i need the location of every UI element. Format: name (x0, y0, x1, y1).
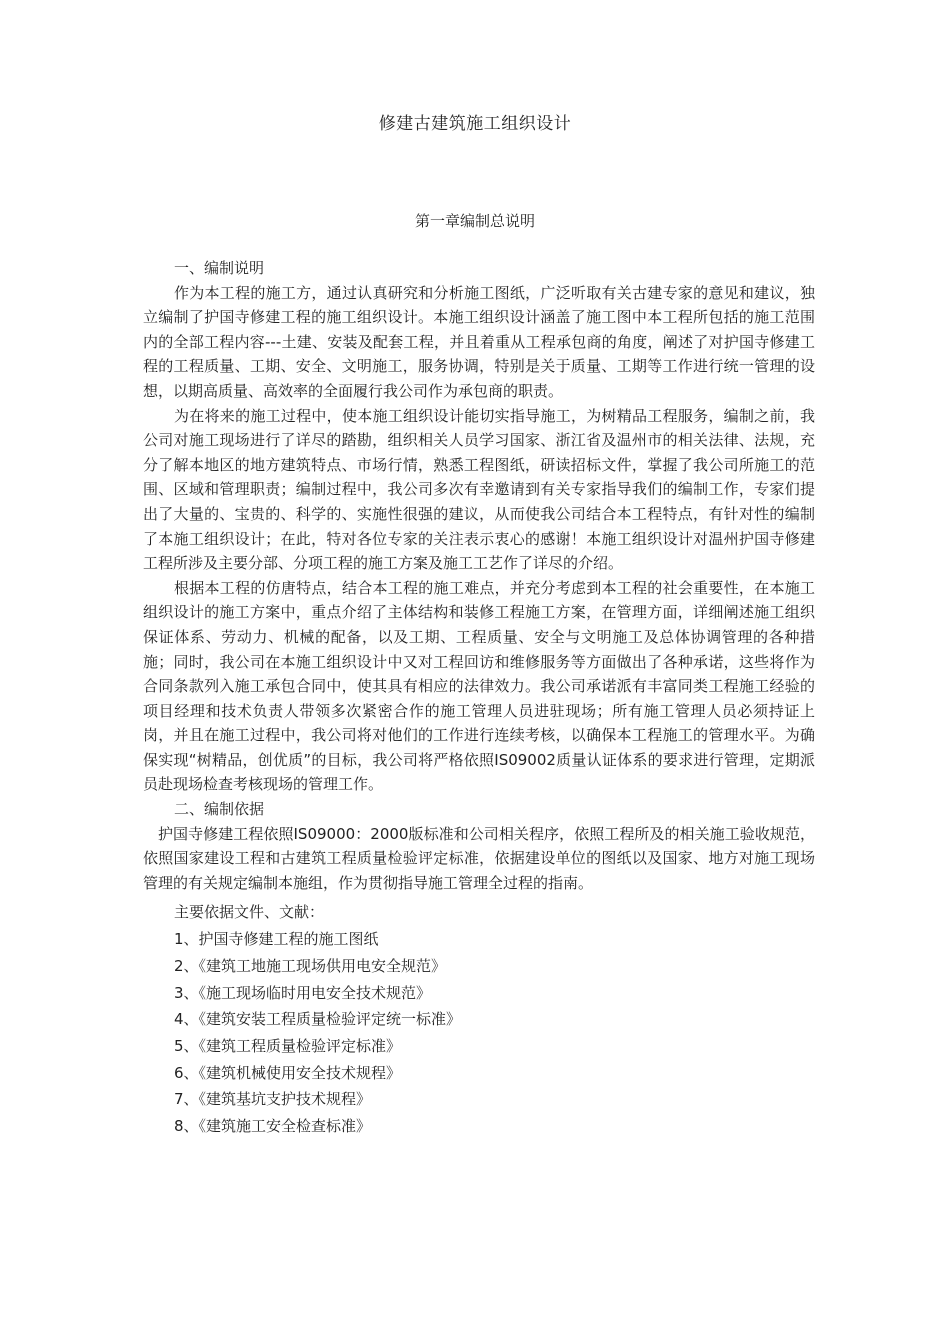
document-title: 修建古建筑施工组织设计 (378, 114, 572, 134)
list-heading: 主要依据文件、文献： (174, 903, 325, 922)
list-item: 1、护国寺修建工程的施工图纸 (174, 930, 379, 949)
list-item: 7、《建筑基坑支护技术规程》 (174, 1090, 372, 1109)
reference-list (143, 926, 815, 1140)
list-item: 3、《施工现场临时用电安全技术规范》 (174, 983, 432, 1002)
list-item: 8、《建筑施工安全检查标准》 (174, 1117, 372, 1136)
chapter-title: 第一章编制总说明 (414, 212, 535, 230)
paragraph-2: 为在将来的施工过程中，使本施工组织设计能切实指导施工，为树精品工程服务，编制之前，我公司对施工现场进行了详尽的踏勘，组织相关人员学习国家、浙江省及温州市的相关法律、法规，充分了解本地区的地方建筑特点、市场行情，熟悉工程图纸，研读招标文件，掌握了我公司所施工的范围、区域和管理职责；编制过程中，我公司多次有幸邀请到有关专家指导我们的编制工作，专家们提出了大量的、宝贵的、科学的、实施性很强的建议，从而使我公司结合本工程特点，有针对性的编制了本施工组织设计；在此，特对各位专家的关注表示衷心的感谢！本施工组织设计对温州护国寺修建工程所涉及主要分部、分项工程的施工方案及施工工艺作了详尽的介绍。 (143, 406, 815, 573)
list-item: 4、《建筑安装工程质量检验评定统一标准》 (174, 1010, 462, 1029)
paragraph-3: 根据本工程的仿唐特点，结合本工程的施工难点，并充分考虑到本工程的社会重要性，在本施工组织设计的施工方案中，重点介绍了主体结构和装修工程施工方案，在管理方面，详细阐述施工组织保证体系、劳动力、机械的配备，以及工期、工程质量、安全与文明施工及总体协调管理的各种措施；同时，我公司在本施工组织设计中又对工程回访和维修服务等方面做出了各种承诺，这些将作为合同条款列入施工承包合同中，使其具有相应的法律效力。我公司承诺派有丰富同类工程施工经验的项目经理和技术负责人带领多次紧密合作的施工管理人员进驻现场；所有施工管理人员必须持证上岗，并且在施工过程中，我公司将对他们的工作进行连续考核，以确保本工程施工的管理水平。为确保实现“树精品，创优质”的目标，我公司将严格依照IS09002质量认证体系的要求进行管理，定期派员赴现场检查考核现场的管理工作。 (143, 578, 815, 794)
document-body (143, 256, 815, 1140)
list-item: 2、《建筑工地施工现场供用电安全规范》 (174, 956, 447, 975)
section-heading-1: 一、编制说明 (174, 259, 265, 277)
list-item: 5、《建筑工程质量检验评定标准》 (174, 1036, 402, 1055)
list-item: 6、《建筑机械使用安全技术规程》 (174, 1063, 402, 1082)
paragraph-1: 作为本工程的施工方，通过认真研究和分析施工图纸，广泛听取有关古建专家的意见和建议，独立编制了护国寺修建工程的施工组织设计。本施工组织设计涵盖了施工图中本工程所包括的施工范围内的全部工程内容---土建、安装及配套工程，并且着重从工程承包商的角度，阐述了对护国寺修建工程的工程质量、工期、安全、文明施工，服务协调，特别是关于质量、工期等工作进行统一管理的设想，以期高质量、高效率的全面履行我公司作为承包商的职责。 (143, 283, 815, 400)
paragraph-4: 护国寺修建工程依照IS09000：2000版标准和公司相关程序，依照工程所及的相关施工验收规范，依照国家建设工程和古建筑工程质量检验评定标准，依据建设单位的图纸以及国家、地方对施工现场管理的有关规定编制本施组，作为贯彻指导施工管理全过程的指南。 (143, 824, 815, 892)
section-heading-2: 二、编制依据 (174, 800, 265, 819)
